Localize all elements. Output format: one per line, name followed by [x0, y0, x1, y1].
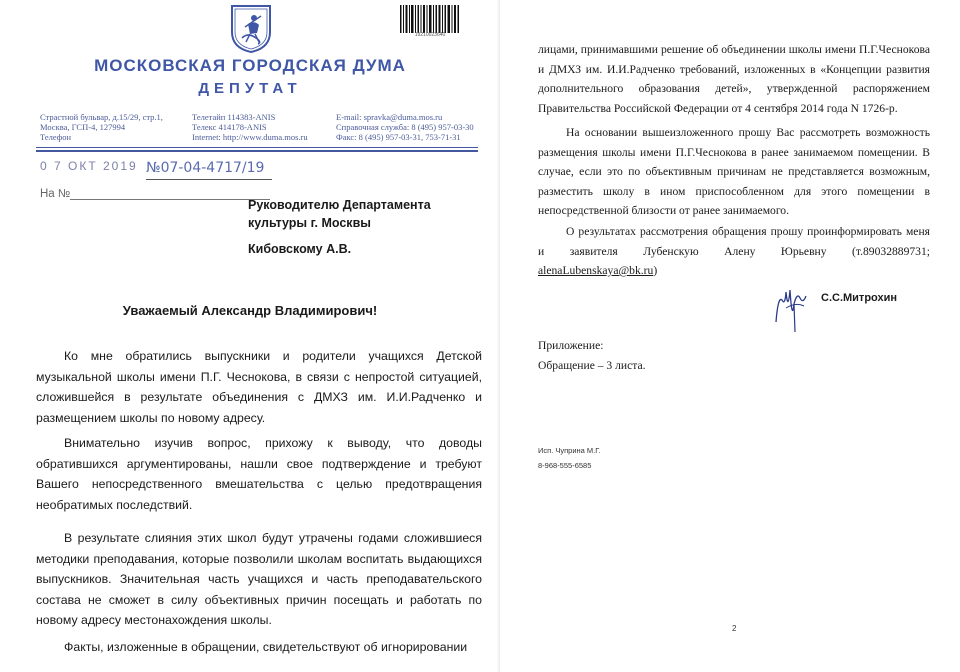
reply-to-label: На № — [40, 188, 71, 200]
page-number: 2 — [732, 624, 737, 633]
number-sign: № — [146, 160, 161, 176]
inform-text: О результатах рассмотрения обращения прошу проинформировать меня и заявителя Лубенскую Алену Юрьевну (т.89032889731; — [538, 225, 930, 258]
paragraph — [36, 433, 482, 515]
signature-icon — [770, 282, 812, 334]
moscow-coat-of-arms-icon — [228, 2, 274, 54]
barcode-number: 19210023640 — [414, 32, 446, 38]
contact-block — [336, 112, 474, 142]
paragraph — [538, 222, 930, 281]
telecom-block — [192, 112, 308, 142]
paragraph-text: Факты, изложенные в обращении, свидетельствуют об игнорировании — [64, 640, 468, 654]
registration-number-value: 07-04-4717/19 — [160, 160, 265, 176]
paragraph-text — [538, 222, 930, 281]
attachment-item: Обращение – 3 листа. — [538, 359, 646, 372]
reply-to-line — [70, 199, 270, 200]
attachment-block — [538, 336, 646, 376]
executor-name: Исп. Чуприна М.Г. — [538, 446, 601, 455]
deputy-title: ДЕПУТАТ — [198, 80, 302, 97]
registration-line — [146, 179, 272, 180]
address-line: Телефон — [40, 132, 72, 142]
signer-name: С.С.Митрохин — [821, 292, 898, 304]
letterhead-rule — [36, 150, 478, 152]
address-line: Страстной бульвар, д.15/29, стр.1, — [40, 112, 163, 122]
telecom-line: Internet: http://www.duma.mos.ru — [192, 132, 308, 142]
letterhead-rule — [36, 147, 478, 148]
address-line: Москва, ГСП-4, 127994 — [40, 122, 126, 132]
address-block — [40, 112, 163, 142]
greeting: Уважаемый Александр Владимирович! — [122, 303, 378, 318]
paragraph — [538, 40, 930, 118]
registration-number — [146, 160, 264, 176]
paragraph — [36, 637, 482, 658]
contact-line: Факс: 8 (495) 957-03-31, 753-71-31 — [336, 132, 461, 142]
attachment-label: Приложение: — [538, 339, 604, 352]
addressee-block — [248, 196, 431, 232]
addressee-line: Руководителю Департамента — [248, 198, 431, 212]
addressee-line: культуры г. Москвы — [248, 216, 371, 230]
telecom-line: Телекс 414178-ANIS — [192, 122, 267, 132]
telecom-line: Телетайп 114383-ANIS — [192, 112, 276, 122]
date-stamp: 0 7 ОКТ 2019 — [40, 159, 138, 173]
paragraph — [36, 528, 482, 631]
paragraph-text: лицами, принимавшими решение об объединении школы имени П.Г.Чеснокова и ДМХЗ им. И.И.Радченко требований, изложенных в «Концепции развития дополнительного образования детей», утвержденной распоряжением Правительства Российской Федерации от 4 сентября 2014 года N 1726-р. — [538, 43, 930, 115]
paragraph-text: На основании вышеизложенного прошу Вас рассмотреть возможность размещения школы имени П.Г.Чеснокова в ранее занимаемом помещении. В случае, если это по объективным причинам не представляется возможным, разместить школу в ином приспособленном для этого помещении в непосредственной близости от ранее занимаемого. — [538, 126, 930, 217]
letter-page-2 — [500, 0, 960, 672]
inform-end: ) — [653, 264, 658, 277]
paragraph — [36, 346, 482, 428]
org-name: МОСКОВСКАЯ ГОРОДСКАЯ ДУМА — [94, 56, 406, 75]
paragraph-text: Ко мне обратились выпускники и родители учащихся Детской музыкальной школы имени П.Г. Чеснокова, в связи с непростой ситуацией, сложившейся в результате объединения с ДМХЗ им. И.И.Радченко и размещением школы по новому адресу. — [36, 349, 482, 425]
contact-line: E-mail: spravka@duma.mos.ru — [336, 112, 443, 122]
paragraph-text: В результате слияния этих школ будут утрачены годами сложившиеся методики преподавания, которые позволили школам воспитать выдающихся выпускников. Значительная часть учащихся и часть преподавательского состава не сможет в силу объективных причин посещать и работать по новому адресу местонахождения школы. — [36, 531, 482, 627]
addressee-name: Кибовскому А.В. — [248, 242, 352, 256]
paragraph — [538, 123, 930, 221]
paragraph-text: Внимательно изучив вопрос, прихожу к выводу, что доводы обратившихся аргументированы, нашли свое подтверждение и требуют Вашего непосредственного вмешательства с целью предотвращения необратимых последствий. — [36, 436, 482, 512]
executor-phone: 8-968-555-6585 — [538, 461, 592, 470]
contact-line: Справочная служба: 8 (495) 957-03-30 — [336, 122, 474, 132]
applicant-email-link[interactable]: alenaLubenskaya@bk.ru — [538, 264, 654, 277]
